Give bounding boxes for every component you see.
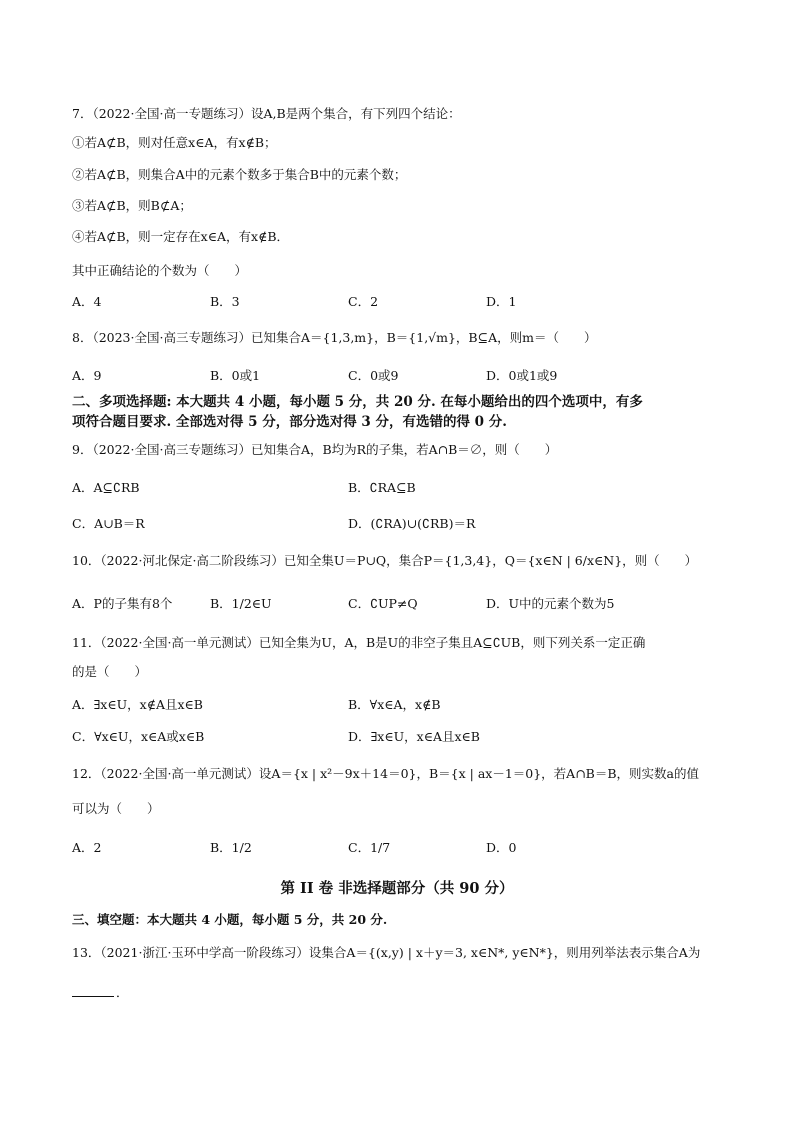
section3-heading (72, 911, 722, 928)
q12-stem-line2: 可以为（ ） (72, 801, 160, 816)
section2-heading-line1: 二、多项选择题: 本大题共 4 小题，每小题 5 分，共 20 分. 在每小题给出的四个选项中，有多 (72, 394, 643, 410)
q11-option-c: C．∀x∈U，x∈A或x∈B (72, 729, 205, 744)
q10-stem: 10．（2022·河北保定·高二阶段练习）已知全集U＝P∪Q，集合P＝{1,3,4}，Q＝{x∈N | 6/x∈N}，则（ ） (72, 553, 698, 568)
q11-option-a: A．∃x∈U，x∉A且x∈B (72, 697, 203, 712)
q7-statement-2: ②若A⊄B，则集合A中的元素个数多于集合B中的元素个数； (72, 167, 407, 182)
q7-stem: 7．（2022·全国·高一专题练习）设A,B是两个集合，有下列四个结论： (72, 106, 461, 121)
q9-option-b: B．∁RA⊆B (348, 480, 416, 495)
q7-ask: 其中正确结论的个数为（ ） (72, 263, 248, 278)
q11-stem-line1: 11．（2022·全国·高一单元测试）已知全集为U，A，B是U的非空子集且A⊆∁UB，则下列关系一定正确 (72, 635, 646, 650)
q8-option-d: D．0或1或9 (486, 368, 558, 383)
q10-option-d: D．U中的元素个数为5 (486, 596, 615, 611)
q12-option-c: C．1/7 (348, 840, 391, 855)
q11-option-d: D．∃x∈U，x∈A且x∈B (348, 729, 480, 744)
q9-option-d: D．(∁RA)∪(∁RB)＝R (348, 516, 476, 531)
q10-option-a: A．P的子集有8个 (72, 596, 173, 611)
q10-option-b: B．1/2∈U (210, 596, 272, 611)
q12-option-d: D．0 (486, 840, 517, 855)
q9-option-c: C．A∪B＝R (72, 516, 145, 531)
q13-answer-line (72, 984, 722, 1001)
q7-statement-3: ③若A⊄B，则B⊄A； (72, 198, 192, 213)
q10-option-c: C．∁UP≠Q (348, 596, 418, 611)
q7-option-a: A．4 (72, 294, 102, 309)
q8-option-b: B．0或1 (210, 368, 261, 383)
q9-option-a: A．A⊆∁RB (72, 480, 140, 495)
q13-tail: ． (116, 985, 129, 1000)
q8-stem: 8．（2023·全国·高三专题练习）已知集合A＝{1,3,m}，B＝{1,√m}，B⊆A，则m＝（ ） (72, 330, 597, 345)
q8-option-a: A．9 (72, 368, 102, 383)
q7-statement-4: ④若A⊄B，则一定存在x∈A，有x∉B． (72, 229, 290, 244)
q7-option-c: C．2 (348, 294, 379, 309)
section3-heading-text: 三、填空题：本大题共 4 小题，每小题 5 分，共 20 分. (72, 912, 388, 927)
q12-option-b: B．1/2 (210, 840, 252, 855)
q12-option-a: A．2 (72, 840, 102, 855)
part2-title: 第 II 卷 非选择题部分（共 90 分） (280, 880, 514, 897)
q13-answer-blank[interactable] (72, 984, 114, 997)
section2-heading-line2: 项符合题目要求. 全部选对得 5 分，部分选对得 3 分，有选错的得 0 分. (72, 414, 507, 430)
q7-statement-1: ①若A⊄B，则对任意x∈A，有x∉B； (72, 135, 277, 150)
q7-option-d: D．1 (486, 294, 517, 309)
q7-option-b: B．3 (210, 294, 240, 309)
q9-stem: 9．（2022·全国·高三专题练习）已知集合A，B均为R的子集，若A∩B＝∅，则（ ） (72, 442, 558, 457)
q12-stem-line1: 12．（2022·全国·高一单元测试）设A＝{x | x²－9x＋14＝0}，B＝{x | ax－1＝0}，若A∩B＝B，则实数a的值 (72, 766, 700, 781)
q8-option-c: C．0或9 (348, 368, 399, 383)
q13-stem: 13．（2021·浙江·玉环中学高一阶段练习）设集合A＝{(x,y) | x＋y＝3, x∈N*, y∈N*}，则用列举法表示集合A为 (72, 945, 701, 960)
q11-stem-line2: 的是（ ） (72, 664, 148, 679)
q11-option-b: B．∀x∈A，x∉B (348, 697, 441, 712)
